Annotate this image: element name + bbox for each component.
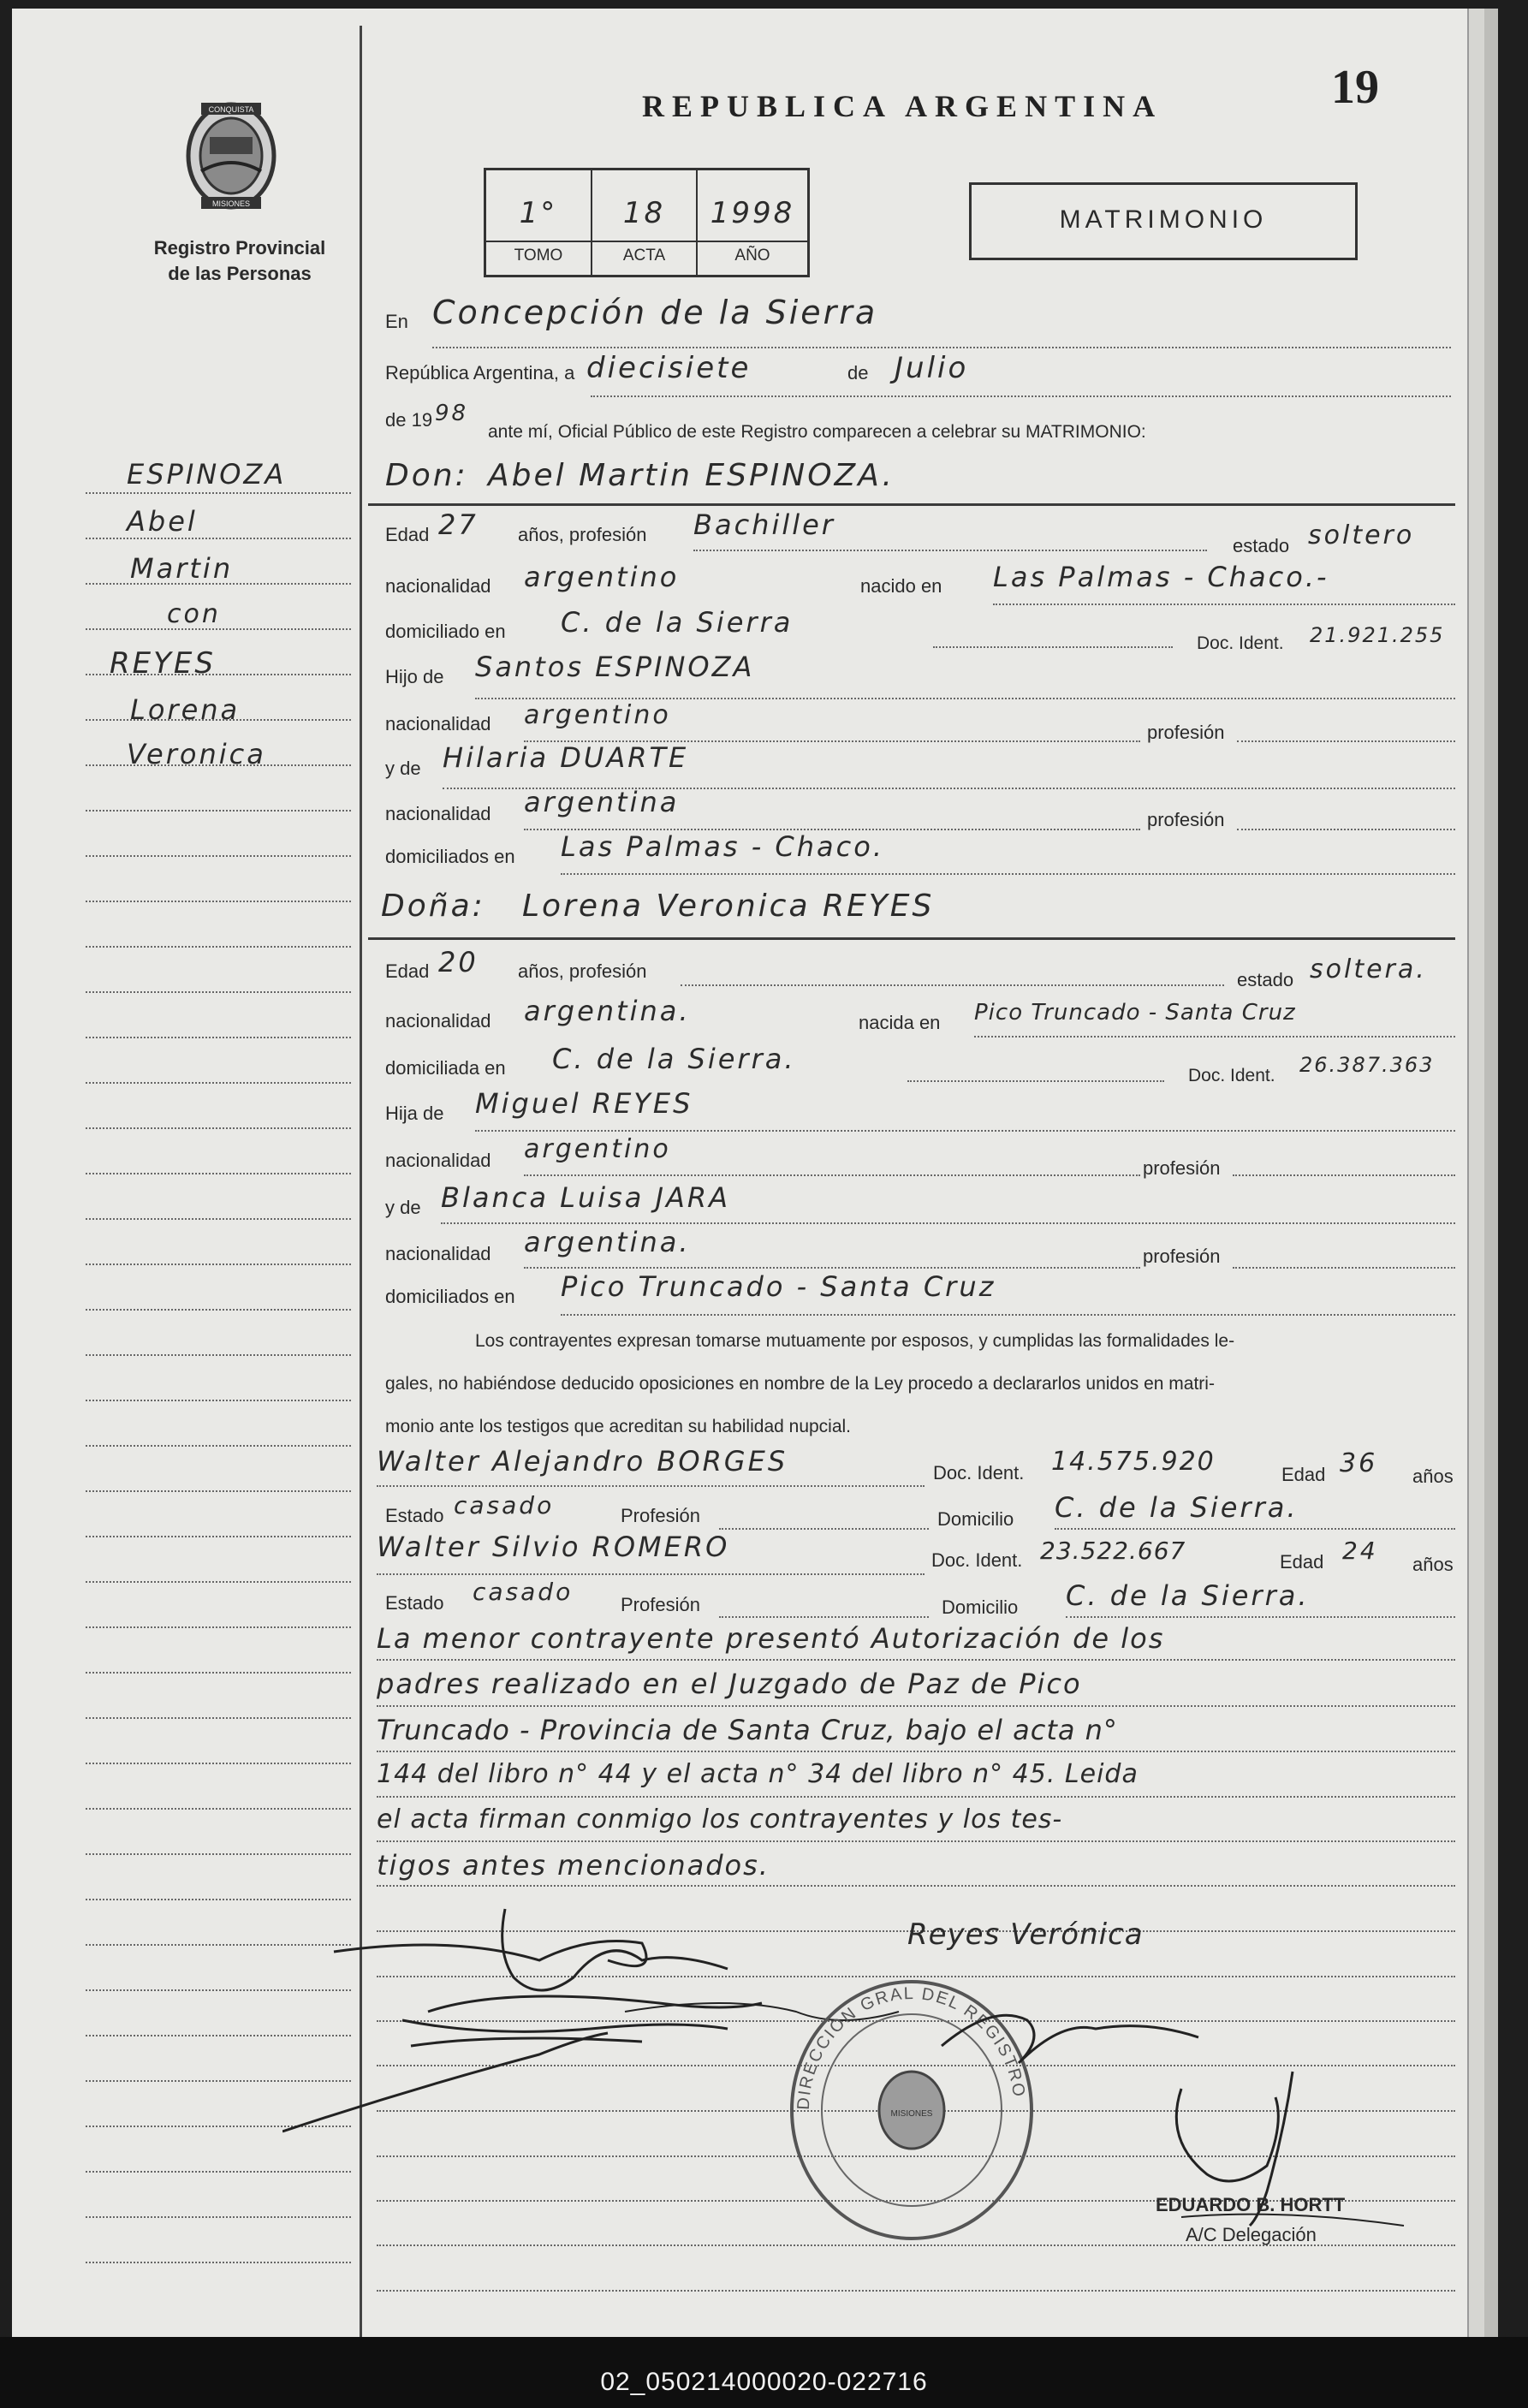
witness1-profesion-label: Profesión — [621, 1505, 700, 1526]
margin-name-7: Veronica — [127, 738, 266, 770]
witness1-estado-label: Estado — [385, 1505, 444, 1526]
margin-ruled-line — [86, 2171, 351, 2173]
groom-yde-label: y de — [385, 758, 421, 779]
groom-profession: Bachiller — [693, 508, 835, 541]
bride-mother-prof-label: profesión — [1143, 1246, 1221, 1267]
acta-label: ACTA — [622, 247, 666, 265]
groom-estado: soltero — [1308, 520, 1415, 550]
page-edge-shadow — [1484, 9, 1498, 2337]
margin-ruled-line — [86, 2262, 351, 2263]
bride-dona-label: Doña: — [381, 889, 485, 924]
groom-mother-nac-label: nacionalidad — [385, 803, 491, 824]
province-emblem — [175, 94, 287, 223]
en-label: En — [385, 311, 408, 332]
bride-estado: soltera. — [1310, 954, 1427, 984]
declaration-line1: Los contrayentes expresan tomarse mutuamente por esposos, y cumplidas las formalidades le- — [475, 1331, 1235, 1351]
margin-ruled-line — [86, 1173, 351, 1174]
bride-name: Lorena Veronica REYES — [522, 889, 935, 924]
month-value: Julio — [895, 351, 969, 385]
groom-nacido-label: nacido en — [860, 575, 942, 597]
bride-father-prof-label: profesión — [1143, 1157, 1221, 1179]
margin-ruled-line — [86, 2216, 351, 2218]
witness1-name: Walter Alejandro BORGES — [377, 1445, 788, 1478]
bride-yde-label: y de — [385, 1197, 421, 1218]
groom-parents-domicile: Las Palmas - Chaco. — [561, 830, 884, 863]
margin-ruled-line — [86, 1763, 351, 1764]
margin-ruled-line — [86, 719, 351, 721]
bride-age: 20 — [438, 946, 479, 978]
bride-mother-nationality: argentina. — [524, 1226, 691, 1258]
bride-edad-label: Edad — [385, 960, 430, 982]
officer-name: EDUARDO B. HORTT — [1156, 2194, 1346, 2215]
republica-label: República Argentina, a — [385, 362, 575, 383]
margin-name-3: Martin — [130, 552, 234, 585]
note-line-6: tigos antes mencionados. — [377, 1849, 770, 1882]
margin-ruled-line — [86, 1218, 351, 1220]
groom-father-nac-label: nacionalidad — [385, 713, 491, 734]
margin-ruled-line — [86, 1853, 351, 1855]
note-line-2: padres realizado en el Juzgado de Paz de Pico — [377, 1668, 1082, 1700]
margin-ruled-line — [86, 1127, 351, 1129]
groom-age: 27 — [438, 508, 479, 541]
seal-text: DIRECCION GRAL DEL REGISTRO — [794, 1983, 1029, 2111]
witness2-name: Walter Silvio ROMERO — [377, 1531, 730, 1563]
margin-ruled-line — [86, 1082, 351, 1084]
emblem-bottom-text: MISIONES — [211, 199, 251, 208]
witness2-anos-label: años — [1412, 1554, 1454, 1575]
witness2-age: 24 — [1342, 1537, 1378, 1565]
margin-ruled-line — [86, 1536, 351, 1537]
bride-domiciliados-label: domiciliados en — [385, 1286, 515, 1307]
bride-domiciliada-label: domiciliada en — [385, 1057, 506, 1079]
margin-ruled-line — [86, 1445, 351, 1447]
margin-ruled-line — [86, 1717, 351, 1719]
bride-mother-nac-label: nacionalidad — [385, 1243, 491, 1264]
witness2-domicilio-label: Domicilio — [942, 1596, 1019, 1618]
margin-name-5: REYES — [110, 646, 216, 681]
bride-father: Miguel REYES — [475, 1087, 693, 1120]
ano-label: AÑO — [734, 247, 770, 265]
groom-nacionalidad-label: nacionalidad — [385, 575, 491, 597]
groom-profesion-label: años, profesión — [518, 524, 647, 545]
document-type-box — [969, 182, 1358, 260]
groom-father-prof-label: profesión — [1147, 722, 1225, 743]
witness2-domicile: C. de la Sierra. — [1066, 1579, 1310, 1612]
margin-ruled-line — [86, 628, 351, 630]
groom-domiciliados-label: domiciliados en — [385, 846, 515, 867]
registry-line2: de las Personas — [168, 263, 312, 284]
de-label: de — [847, 362, 869, 383]
witness2-estado-label: Estado — [385, 1592, 444, 1614]
year-prefix: de 19 — [385, 409, 433, 431]
year-suffix: 98 — [435, 401, 469, 426]
margin-ruled-line — [86, 1626, 351, 1628]
witness2-estado: casado — [473, 1578, 574, 1606]
bride-parents-domicile: Pico Truncado - Santa Cruz — [561, 1270, 996, 1303]
bride-signature: Reyes Verónica — [907, 1917, 1144, 1952]
witness1-domicile: C. de la Sierra. — [1055, 1491, 1299, 1524]
margin-ruled-line — [86, 1354, 351, 1356]
groom-don-label: Don: — [385, 458, 468, 493]
bride-birthplace: Pico Truncado - Santa Cruz — [974, 1000, 1296, 1026]
margin-name-6: Lorena — [130, 693, 241, 726]
margin-ruled-line — [86, 764, 351, 766]
margin-ruled-line — [86, 538, 351, 539]
margin-ruled-line — [86, 1808, 351, 1810]
note-line-4: 144 del libro n° 44 y el acta n° 34 del libro n° 45. Leida — [377, 1759, 1139, 1789]
groom-domiciliado-label: domiciliado en — [385, 621, 506, 642]
groom-edad-label: Edad — [385, 524, 430, 545]
groom-estado-label: estado — [1233, 535, 1290, 556]
bride-nacida-label: nacida en — [859, 1012, 941, 1033]
groom-father: Santos ESPINOZA — [475, 651, 755, 683]
witness2-edad-label: Edad — [1280, 1551, 1324, 1573]
margin-ruled-line — [86, 674, 351, 675]
groom-nationality: argentino — [524, 561, 680, 593]
page-edge — [1467, 9, 1486, 2337]
margin-ruled-line — [86, 1037, 351, 1038]
margin-ruled-line — [86, 991, 351, 993]
witness1-anos-label: años — [1412, 1466, 1454, 1487]
groom-birthplace: Las Palmas - Chaco.- — [993, 561, 1329, 593]
bride-father-nationality: argentino — [524, 1134, 671, 1164]
witness1-edad-label: Edad — [1281, 1464, 1326, 1485]
margin-ruled-line — [86, 583, 351, 585]
note-line-5: el acta firman conmigo los contrayentes y los tes- — [377, 1805, 1063, 1834]
bride-estado-label: estado — [1237, 969, 1294, 990]
witness1-domicilio-label: Domicilio — [937, 1508, 1014, 1530]
groom-name: Abel Martin ESPINOZA. — [488, 458, 895, 493]
bride-hija-label: Hija de — [385, 1103, 444, 1124]
bride-father-nac-label: nacionalidad — [385, 1150, 491, 1171]
day-value: diecisiete — [586, 351, 752, 385]
witness1-doc-label: Doc. Ident. — [933, 1462, 1025, 1483]
document-type: MATRIMONIO — [1059, 205, 1268, 234]
margin-ruled-line — [86, 1400, 351, 1401]
seal-center-text: MISIONES — [890, 2109, 933, 2119]
declaration-line3: monio ante los testigos que acreditan su habilidad nupcial. — [385, 1417, 852, 1436]
tomo-value: 1° — [519, 196, 558, 230]
groom-doc-label: Doc. Ident. — [1197, 633, 1284, 653]
bride-domicile: C. de la Sierra. — [552, 1043, 796, 1075]
witness2-doc-label: Doc. Ident. — [931, 1549, 1023, 1571]
registry-line1: Registro Provincial — [153, 237, 326, 259]
country-title: REPUBLICA ARGENTINA — [642, 89, 1163, 123]
groom-mother: Hilaria DUARTE — [443, 741, 689, 774]
witness1-age: 36 — [1340, 1448, 1378, 1478]
groom-father-nationality: argentino — [524, 700, 671, 730]
margin-ruled-line — [86, 1672, 351, 1674]
margin-ruled-line — [86, 1263, 351, 1265]
bride-profesion-label: años, profesión — [518, 960, 647, 982]
bride-mother: Blanca Luisa JARA — [441, 1181, 731, 1214]
margin-name-2: Abel — [127, 505, 198, 538]
groom-mother-prof-label: profesión — [1147, 809, 1225, 830]
witness2-doc: 23.522.667 — [1040, 1537, 1186, 1565]
declaration-intro: ante mí, Oficial Público de este Registro comparecen a celebrar su MATRIMONIO: — [488, 422, 1146, 442]
margin-ruled-line — [86, 810, 351, 812]
officer-role: A/C Delegación — [1186, 2224, 1317, 2245]
margin-ruled-line — [86, 492, 351, 494]
bride-nacionalidad-label: nacionalidad — [385, 1010, 491, 1032]
margin-ruled-line — [86, 946, 351, 948]
emblem-top-text: CONQUISTA — [208, 105, 254, 114]
margin-ruled-line — [86, 1581, 351, 1583]
note-line-3: Truncado - Provincia de Santa Cruz, bajo el acta n° — [377, 1714, 1118, 1746]
groom-doc: 21.921.255 — [1310, 623, 1445, 647]
witness1-estado: casado — [454, 1491, 555, 1519]
tomo-label: TOMO — [514, 247, 563, 265]
record-number-box — [484, 168, 810, 277]
ano-value: 1998 — [710, 196, 795, 230]
bride-nationality: argentina. — [524, 995, 691, 1027]
groom-mother-nationality: argentina — [524, 786, 680, 818]
page-number: 19 — [1331, 61, 1379, 114]
margin-ruled-line — [86, 1309, 351, 1311]
margin-name-1: ESPINOZA — [127, 458, 287, 491]
witness1-doc: 14.575.920 — [1051, 1447, 1216, 1477]
bride-doc: 26.387.363 — [1299, 1053, 1435, 1077]
groom-hijo-label: Hijo de — [385, 666, 444, 687]
declaration-line2: gales, no habiéndose deducido oposiciones en nombre de la Ley procedo a declararlos unidos en matri- — [385, 1374, 1215, 1394]
witness2-profesion-label: Profesión — [621, 1594, 700, 1615]
margin-ruled-line — [86, 1490, 351, 1492]
margin-name-4: con — [167, 599, 221, 629]
margin-ruled-line — [86, 855, 351, 857]
margin-ruled-line — [86, 901, 351, 902]
archive-code: 02_050214000020-022716 — [600, 2368, 928, 2396]
place-value: Concepción de la Sierra — [432, 294, 878, 331]
bride-doc-label: Doc. Ident. — [1188, 1066, 1275, 1085]
acta-value: 18 — [622, 196, 666, 230]
groom-domicile: C. de la Sierra — [561, 606, 794, 639]
note-line-1: La menor contrayente presentó Autorización de los — [377, 1622, 1165, 1655]
